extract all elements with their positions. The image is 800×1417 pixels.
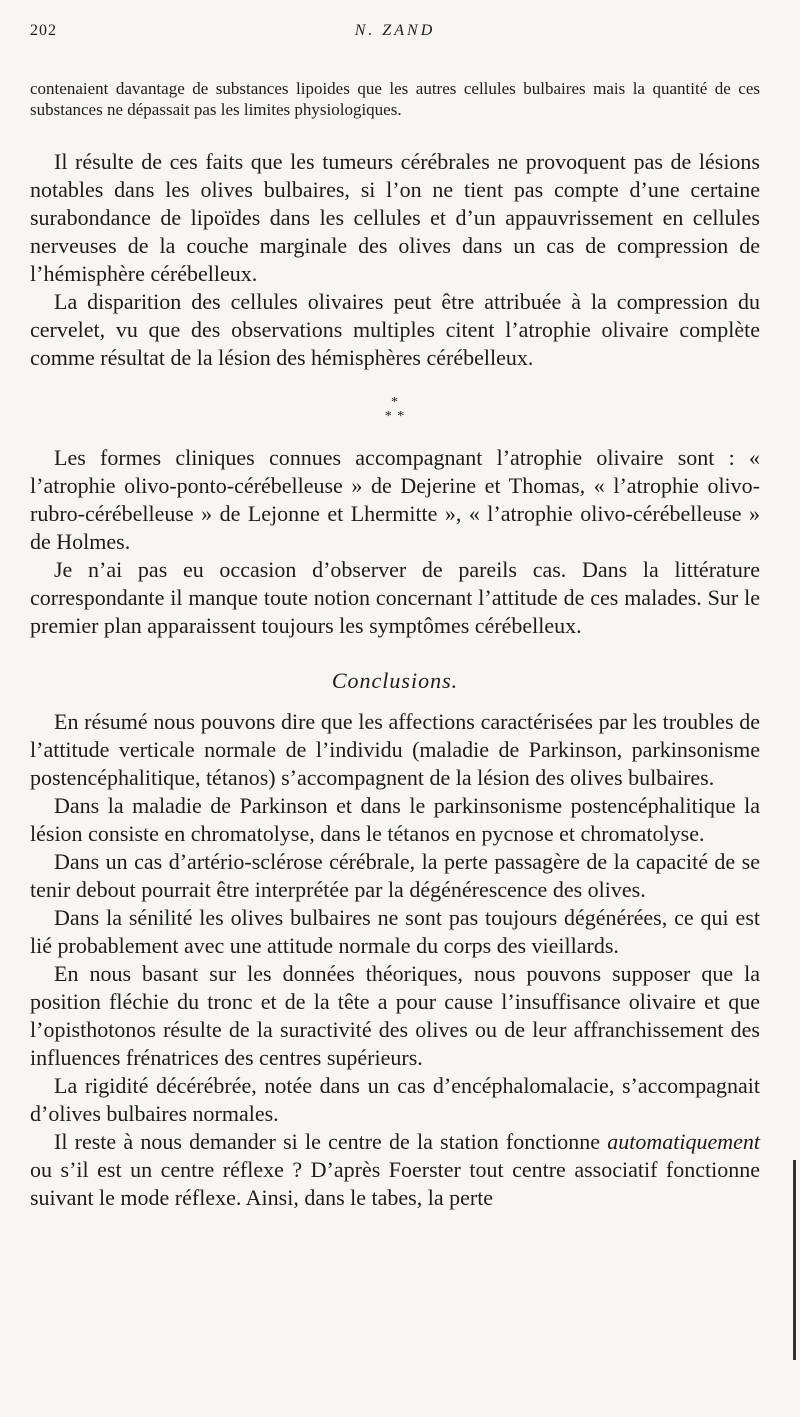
conclusions-heading: Conclusions. [331,668,459,693]
paragraph: Je n’ai pas eu occasion d’observer de pareils cas. Dans la littérature correspondante il manque toute notion concernant l’attitude de ces malades. Sur le premier plan apparaissent toujours les symptômes cérébelleux. [30,557,760,638]
paragraph: Dans la sénilité les olives bulbaires ne sont pas toujours dégénérées, ce qui est lié probablement avec une attitude normale du corps des vieillards. [30,905,760,958]
running-title: N. ZAND [354,22,436,39]
separator-stars-bottom: * * [384,409,406,424]
paragraph: Dans la maladie de Parkinson et dans le parkinsonisme postencéphalitique la lésion consiste en chromatolyse, dans le tétanos en pycnose et chromatolyse. [30,793,760,846]
paragraph: La rigidité décérébrée, notée dans un cas d’encéphalomalacie, s’accompagnait d’olives bulbaires normales. [30,1073,760,1126]
paragraph: La disparition des cellules olivaires peut être attribuée à la compression du cervelet, vu que des observations multiples citent l’atrophie olivaire complète comme résultat de la lésion des hémisphères cérébelleux. [30,289,760,370]
page [30,22,760,1212]
last-paragraph-start: Il reste à nous demander si le centre de la station fonctionne [54,1129,608,1154]
continuation-paragraph: contenaient davantage de substances lipoides que les autres cellules bulbaires mais la quantité de ces substances ne dépassait pas les limites physiologiques. [30,79,760,119]
paragraph: Dans un cas d’artério-sclérose cérébrale, la perte passagère de la capacité de se tenir debout pourrait être interprétée par la dégénérescence des olives. [30,849,760,902]
section-separator [30,396,760,424]
page-number: 202 [30,22,57,39]
paragraph: Il résulte de ces faits que les tumeurs cérébrales ne provoquent pas de lésions notables dans les olives bulbaires, si l’on ne tient pas compte d’une certaine surabondance de lipoïdes dans les cellules et d’un appauvrissement en cellules nerveuses de la couche marginale des olives dans un cas de compression de l’hémisphère cérébelleux. [30,149,760,286]
emphasis-automatiquement: automatiquement [607,1129,760,1154]
paragraph: Les formes cliniques connues accompagnant l’atrophie olivaire sont : « l’atrophie olivo-ponto-cérébelleuse » de Dejerine et Thomas, « l’atrophie olivo-rubro-cérébelleuse » de Lejonne et Lhermitte », « l’atrophie olivo-cérébelleuse » de Holmes. [30,445,760,554]
paragraph: En résumé nous pouvons dire que les affections caractérisées par les troubles de l’attitude verticale normale de l’individu (maladie de Parkinson, parkinsonisme postencéphalitique, tétanos) s’accompagnent de la lésion des olives bulbaires. [30,709,760,790]
last-paragraph [30,1128,760,1212]
paragraph: En nous basant sur les données théoriques, nous pouvons supposer que la position fléchie du tronc et de la tête a pour cause l’insuffisance olivaire et que l’opisthotonos résulte de la suractivité des olives ou de leur affranchissement des influences frénatrices des centres supérieurs. [30,961,760,1070]
separator-star-top: * [391,395,399,410]
scan-margin-line [793,1160,796,1360]
running-head [30,22,760,46]
last-paragraph-end: ou s’il est un centre réflexe ? D’après Foerster tout centre associatif fonctionne suivant le mode réflexe. Ainsi, dans le tabes, la perte [30,1157,760,1210]
